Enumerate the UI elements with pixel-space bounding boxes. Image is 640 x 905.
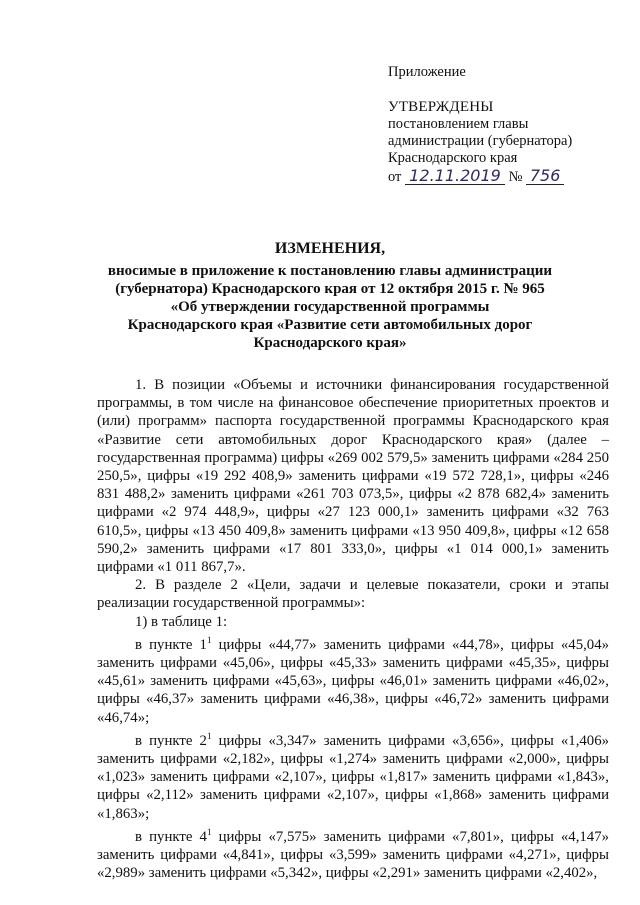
- paragraph-2: 2. В разделе 2 «Цели, задачи и целевые показатели, сроки и этапы реализации государственной программы»:: [97, 577, 609, 612]
- title-line-3: «Об утверждении государственной программы: [170, 299, 490, 315]
- approved-line-2: администрации (губернатора): [388, 133, 573, 149]
- document-body: [97, 376, 609, 882]
- title-line-4: Краснодарского края «Развитие сети автомобильных дорог: [127, 317, 533, 333]
- number-sign: №: [508, 169, 523, 185]
- approved-line-1: постановлением главы: [388, 116, 529, 132]
- appendix-block: [388, 64, 628, 186]
- p6-superscript: 1: [206, 826, 212, 837]
- handwritten-date: 12.11.2019: [405, 167, 505, 185]
- appendix-label: Приложение: [388, 64, 466, 80]
- p4-prefix: в пункте 1: [135, 636, 207, 653]
- paragraph-1: 1. В позиции «Объемы и источники финансирования государственной программы, в том числе на финансовое обеспечение приоритетных проектов и (или) программ» паспорта государственной программы Краснодарского края «Развитие сети автомобильных дорог Краснодарского края» (далее – государственная программа) цифры «269 002 579,5» заменить цифрами «284 250 250,5», цифры «19 292 408,9» заменить цифрами «19 572 728,1», цифры «246 831 488,2» заменить цифрами «261 703 073,5», цифры «2 878 682,4» заменить цифрами «2 974 448,9», цифры «27 123 000,1» заменить цифрами «32 763 610,5», цифры «13 450 409,8» заменить цифрами «13 950 409,8», цифры «12 658 590,2» заменить цифрами «17 801 333,0», цифры «1 014 000,1» заменить цифрами «1 011 867,7».: [97, 377, 609, 576]
- approved-line-3: Краснодарского края: [388, 150, 518, 166]
- title-line-1: вносимые в приложение к постановлению главы администрации: [107, 263, 553, 279]
- paragraph-3: 1) в таблице 1:: [135, 613, 228, 630]
- date-prefix: от: [388, 169, 402, 185]
- p4-superscript: 1: [206, 634, 212, 645]
- title-main: ИЗМЕНЕНИЯ,: [274, 240, 386, 257]
- p6-prefix: в пункте 4: [135, 828, 207, 845]
- p6-text: цифры «7,575» заменить цифрами «7,801», цифры «4,147» заменить цифрами «4,841», цифры «3,599» заменить цифрами «4,271», цифры «2,989» заменить цифрами «5,342», цифры «2,291» заменить цифрами «2,402»,: [97, 828, 609, 882]
- title-line-5: Краснодарского края»: [253, 335, 407, 351]
- paragraph-4: [97, 631, 609, 727]
- p5-superscript: 1: [206, 730, 212, 741]
- title-line-2: (губернатора) Краснодарского края от 12 октября 2015 г. № 965: [115, 281, 545, 297]
- p5-text: цифры «3,347» заменить цифрами «3,656», цифры «1,406» заменить цифрами «2,182», цифры «1,274» заменить цифрами «2,000», цифры «1,023» заменить цифрами «2,107», цифры «1,817» заменить цифрами «1,843», цифры «2,112» заменить цифрами «2,107», цифры «1,868» заменить цифрами «1,863»;: [97, 732, 609, 822]
- handwritten-number: 756: [526, 167, 564, 185]
- paragraph-6: [97, 823, 609, 883]
- p5-prefix: в пункте 2: [135, 732, 207, 749]
- approval-date-line: [388, 167, 628, 186]
- approved-heading: УТВЕРЖДЕНЫ: [388, 99, 494, 115]
- p4-text: цифры «44,77» заменить цифрами «44,78», цифры «45,04» заменить цифрами «45,06», цифры «45,33» заменить цифрами «45,35», цифры «45,61» заменить цифрами «45,63», цифры «46,01» заменить цифрами «46,02», цифры «46,37» заменить цифрами «46,38», цифры «46,72» заменить цифрами «46,74»;: [97, 636, 609, 726]
- document-title: [60, 240, 600, 352]
- paragraph-5: [97, 727, 609, 823]
